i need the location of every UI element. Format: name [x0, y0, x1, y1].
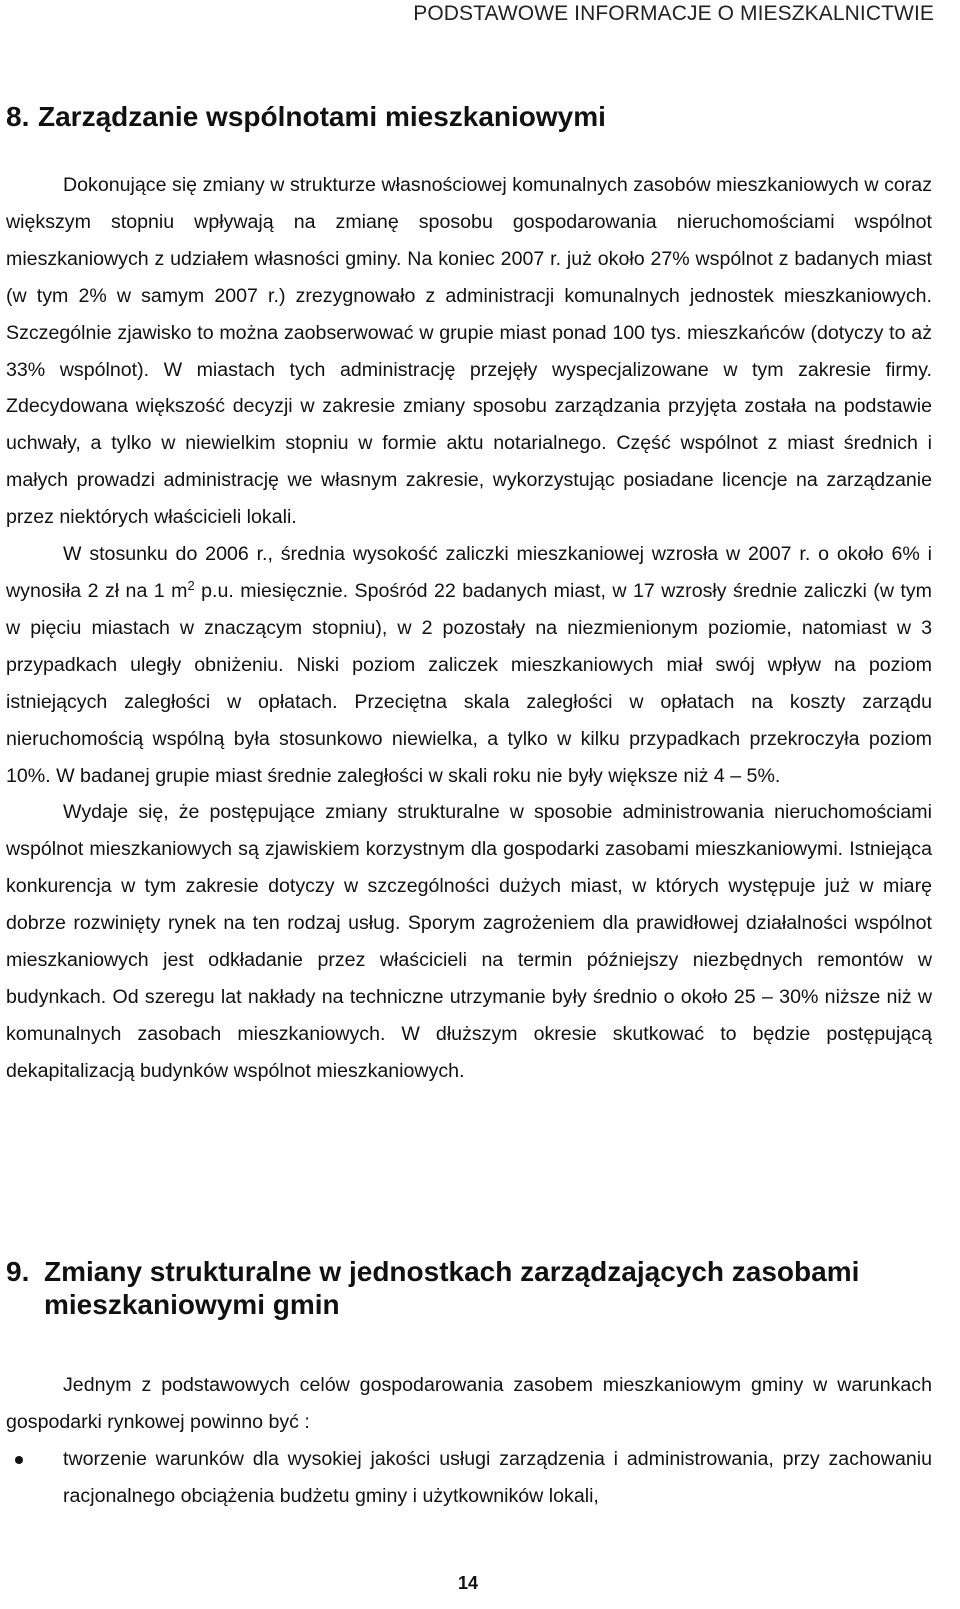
section-9-title: Zmiany strukturalne w jednostkach zarządzających zasobami mieszkaniowymi gmin [44, 1256, 860, 1320]
square-metre-superscript: 2 [187, 577, 195, 593]
section-9-intro: Jednym z podstawowych celów gospodarowania zasobem mieszkaniowym gminy w warunkach gospodarki rynkowej powinno być : [6, 1374, 932, 1433]
running-header: PODSTAWOWE INFORMACJE O MIESZKALNICTWIE [413, 2, 934, 25]
paragraph-2-text-b: p.u. miesięcznie. Spośród 22 badanych miast, w 17 wzrosły średnie zaliczki (w tym w pięciu miastach w znaczącym stopniu), w 2 pozostały na niezmienionym poziomie, natomiast w 3 przypadkach uległy obniżeniu. Niski poziom zaliczek mieszkaniowych miał swój wpływ na poziom istniejących zaległości w opłatach. Przeciętna skala zaległości w opłatach na koszty zarządu nieruchomością wspólną była stosunkowo niewielka, a tylko w kilku przypadkach przekroczyła poziom 10%. W badanej grupie miast średnie zaległości w skali roku nie były większe niż 4 – 5%. [6, 579, 932, 787]
section-8-number: 8. [6, 101, 30, 132]
paragraph-2-text-a: W stosunku do 2006 r., średnia wysokość zaliczki mieszkaniowej wzrosła w 2007 r. o około 6% i wynosiła 2 zł na 1 m [6, 543, 932, 602]
section-9-body [6, 1367, 932, 1441]
section-8-paragraph-2 [6, 536, 932, 794]
page-number: 14 [457, 1573, 479, 1593]
section-8-heading [6, 100, 940, 133]
list-item [6, 1441, 932, 1515]
section-9-heading [6, 1255, 940, 1321]
section-9-number: 9. [6, 1256, 30, 1287]
section-8-paragraph-3: Wydaje się, że postępujące zmiany strukturalne w sposobie administrowania nieruchomościami wspólnot mieszkaniowych są zjawiskiem korzystnym dla gospodarki zasobami mieszkaniowymi. Istniejąca konkurencja w tym zakresie dotyczy w szczególności dużych miast, w których występuje już w miarę dobrze rozwinięty rynek na ten rodzaj usług. Sporym zagrożeniem dla prawidłowej działalności wspólnot mieszkaniowych jest odkładanie przez właścicieli na termin późniejszy niezbędnych remontów w budynkach. Od szeregu lat nakłady na techniczne utrzymanie były średnio o około 25 – 30% niższe niż w komunalnych zasobach mieszkaniowych. W dłuższym okresie skutkować to będzie postępującą dekapitalizacją budynków wspólnot mieszkaniowych. [6, 801, 932, 1082]
section-8-title: Zarządzanie wspólnotami mieszkaniowymi [38, 101, 606, 132]
bullet-dot-icon [15, 1456, 23, 1464]
section-9-bullet-list [6, 1441, 932, 1515]
section-8-paragraph-1: Dokonujące się zmiany w strukturze własnościowej komunalnych zasobów mieszkaniowych w coraz większym stopniu wpływają na zmianę sposobu gospodarowania nieruchomościami wspólnot mieszkaniowych z udziałem własności gminy. Na koniec 2007 r. już około 27% wspólnot z badanych miast (w tym 2% w samym 2007 r.) zrezygnowało z administracji komunalnych jednostek mieszkaniowych. Szczególnie zjawisko to można zaobserwować w grupie miast ponad 100 tys. mieszkańców (dotyczy to aż 33% wspólnot). W miastach tych administrację przejęły wyspecjalizowane w tym zakresie firmy. Zdecydowana większość decyzji w zakresie zmiany sposobu zarządzania przyjęta została na podstawie uchwały, a tylko w niewielkim stopniu w formie aktu notarialnego. Część wspólnot z miast średnich i małych prowadzi administrację we własnym zakresie, wykorzystując posiadane licencje na zarządzanie przez niektórych właścicieli lokali. [6, 174, 932, 529]
section-8-body [6, 167, 932, 1090]
list-item-text: tworzenie warunków dla wysokiej jakości usługi zarządzenia i administrowania, przy zachowaniu racjonalnego obciążenia budżetu gminy i użytkowników lokali, [63, 1448, 932, 1507]
